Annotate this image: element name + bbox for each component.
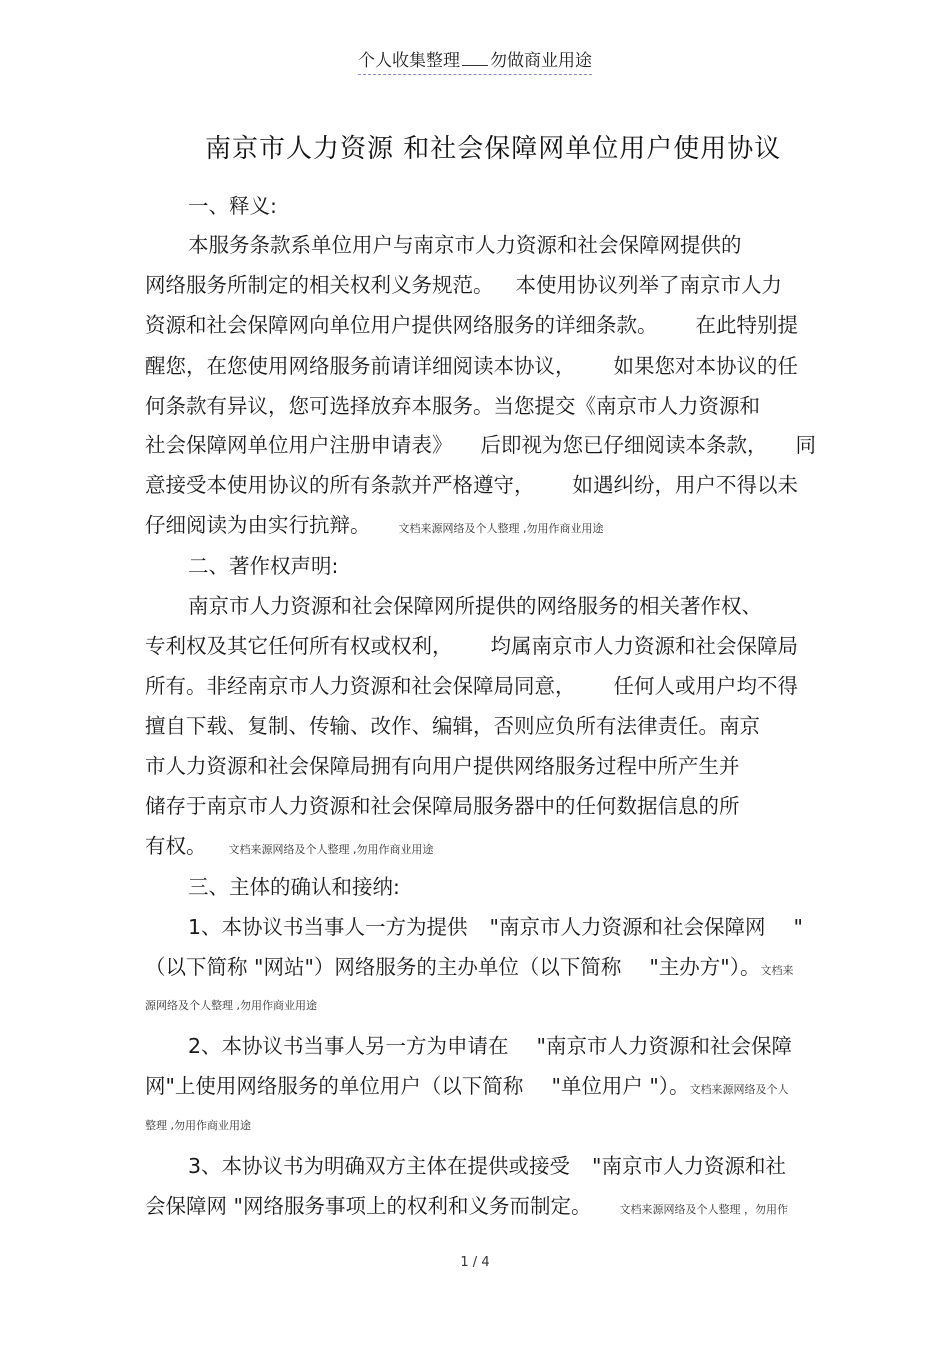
section-3-heading: 三、主体的确认和接纳: [188, 875, 400, 899]
paragraph-line: 社会保障网单位用户注册申请表》 后即视为您已仔细阅读本条款， 同 [145, 433, 816, 457]
header-left: 个人收集整理 [358, 51, 460, 71]
paragraph-line: 网络服务所制定的相关权利义务规范。 本使用协议列举了南京市人力 [145, 273, 782, 297]
paragraph-line: 何条款有异议，您可选择放弃本服务。当您提交《南京市人力资源和 [145, 394, 760, 418]
section-2-heading: 二、著作权声明: [188, 554, 339, 578]
paragraph-line: 意接受本使用协议的所有条款并严格遵守， 如遇纠纷，用户不得以未 [145, 473, 798, 497]
paragraph-line: 储存于南京市人力资源和社会保障局服务器中的任何数据信息的所 [145, 794, 740, 818]
header-underline [462, 53, 488, 66]
source-note: 文档来源网络及个人整理 ,勿用作商业用途 [398, 522, 604, 535]
paragraph-line: 网"上使用网络服务的单位用户（以下简称 "单位用户 "）。文档来源网络及个人 [145, 1074, 789, 1098]
source-note: 源网络及个人整理 ,勿用作商业用途 [145, 999, 317, 1012]
header-right: 勿做商业用途 [490, 51, 592, 71]
paragraph-line: 擅自下载、复制、传输、改作、编辑，否则应负所有法律责任。南京 [145, 714, 760, 738]
paragraph-line: （以下简称 "网站"）网络服务的主办单位（以下简称 "主办方"）。文档来 [145, 955, 794, 979]
document-title: 南京市人力资源 和社会保障网单位用户使用协议 [205, 134, 782, 164]
paragraph-line: 醒您，在您使用网络服务前请详细阅读本协议， 如果您对本协议的任 [145, 354, 798, 378]
paragraph-line: 本服务条款系单位用户与南京市人力资源和社会保障网提供的 [188, 233, 742, 257]
header-text [358, 46, 592, 75]
page-header [0, 46, 950, 75]
source-note: 文档来源网络及个人整理 ,勿用作商业用途 [228, 843, 434, 856]
paragraph-line: 3、本协议书为明确双方主体在提供或接受 "南京市人力资源和社 [188, 1154, 786, 1178]
paragraph-line: 会保障网 "网络服务事项上的权利和义务而制定。 文档来源网络及个人整理 ，勿用作 [145, 1194, 788, 1218]
source-note: 整理 ,勿用作商业用途 [145, 1119, 251, 1132]
paragraph-line: 1、本协议书当事人一方为提供 "南京市人力资源和社会保障网 " [188, 915, 803, 939]
paragraph-line: 仔细阅读为由实行抗辩。 文档来源网络及个人整理 ,勿用作商业用途 [145, 513, 604, 537]
paragraph-line: 有权。 文档来源网络及个人整理 ,勿用作商业用途 [145, 834, 434, 858]
paragraph-line: 2、本协议书当事人另一方为申请在 "南京市人力资源和社会保障 [188, 1034, 792, 1058]
paragraph-line: 专利权及其它任何所有权或权利， 均属南京市人力资源和社会保障局 [145, 634, 798, 658]
paragraph-line: 资源和社会保障网向单位用户提供网络服务的详细条款。 在此特别提 [145, 313, 798, 337]
paragraph-line: 南京市人力资源和社会保障网所提供的网络服务的相关著作权、 [188, 594, 762, 618]
paragraph-line: 市人力资源和社会保障局拥有向用户提供网络服务过程中所产生并 [145, 754, 740, 778]
paragraph-line: 所有。非经南京市人力资源和社会保障局同意， 任何人或用户均不得 [145, 674, 798, 698]
page-number: 1 / 4 [460, 1255, 490, 1270]
section-1-heading: 一、释义: [188, 194, 277, 218]
